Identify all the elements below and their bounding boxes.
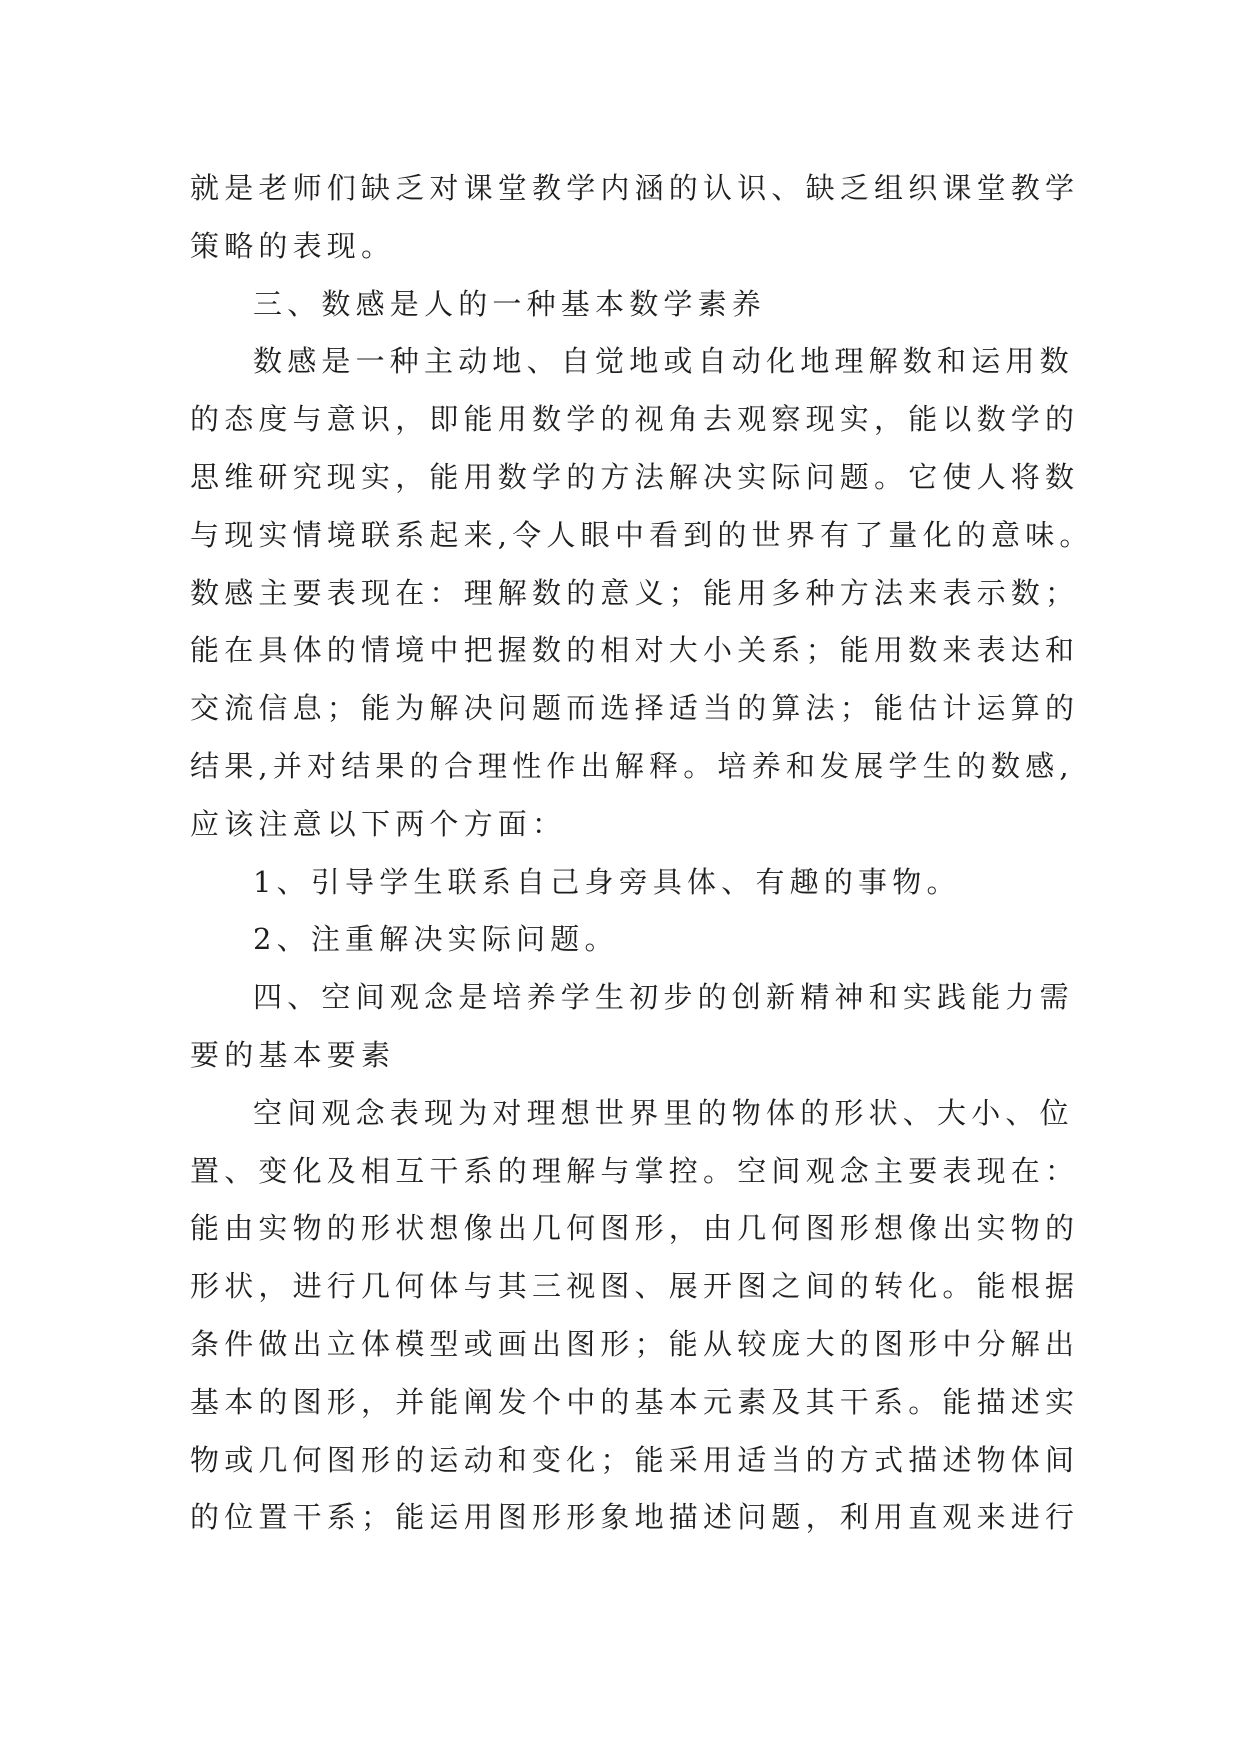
document-body	[190, 160, 1094, 1547]
text-line: 策略的表现。	[190, 228, 396, 263]
text-line: 形状，进行几何体与其三视图、展开图之间的转化。能根据	[190, 1269, 1080, 1304]
section-heading: 三、数感是人的一种基本数学素养	[253, 286, 767, 321]
text-line: 数感主要表现在：理解数的意义；能用多种方法来表示数；	[190, 575, 1080, 610]
text-line: 交流信息；能为解决问题而选择适当的算法；能估计运算的	[190, 691, 1080, 726]
list-item: 2、注重解决实际问题。	[253, 922, 619, 957]
section-heading-continued: 要的基本要素	[190, 1037, 396, 1072]
text-line: 结果,并对结果的合理性作出解释。培养和发展学生的数感,	[190, 748, 1074, 783]
text-line: 与现实情境联系起来,令人眼中看到的世界有了量化的意味。	[190, 517, 1094, 552]
list-item: 1、引导学生联系自己身旁具体、有趣的事物。	[253, 864, 961, 899]
text-line: 物或几何图形的运动和变化；能采用适当的方式描述物体间	[190, 1442, 1080, 1477]
section-heading: 四、空间观念是培养学生初步的创新精神和实践能力需	[253, 980, 1074, 1015]
text-line: 能由实物的形状想像出几何图形，由几何图形想像出实物的	[190, 1211, 1080, 1246]
text-line: 就是老师们缺乏对课堂教学内涵的认识、缺乏组织课堂教学	[190, 171, 1080, 205]
paragraph-first-line: 数感是一种主动地、自觉地或自动化地理解数和运用数	[253, 344, 1074, 379]
text-line: 的位置干系；能运用图形形象地描述问题，利用直观来进行	[190, 1500, 1080, 1535]
text-line: 思维研究现实，能用数学的方法解决实际问题。它使人将数	[190, 459, 1080, 494]
text-line: 应该注意以下两个方面：	[190, 806, 567, 841]
text-line: 置、变化及相互干系的理解与掌控。空间观念主要表现在：	[190, 1153, 1080, 1188]
text-line: 条件做出立体模型或画出图形；能从较庞大的图形中分解出	[190, 1326, 1080, 1361]
text-line: 的态度与意识，即能用数学的视角去观察现实，能以数学的	[190, 402, 1080, 437]
text-line: 能在具体的情境中把握数的相对大小关系；能用数来表达和	[190, 633, 1080, 668]
paragraph-first-line: 空间观念表现为对理想世界里的物体的形状、大小、位	[253, 1095, 1074, 1130]
text-line: 基本的图形，并能阐发个中的基本元素及其干系。能描述实	[190, 1384, 1080, 1419]
